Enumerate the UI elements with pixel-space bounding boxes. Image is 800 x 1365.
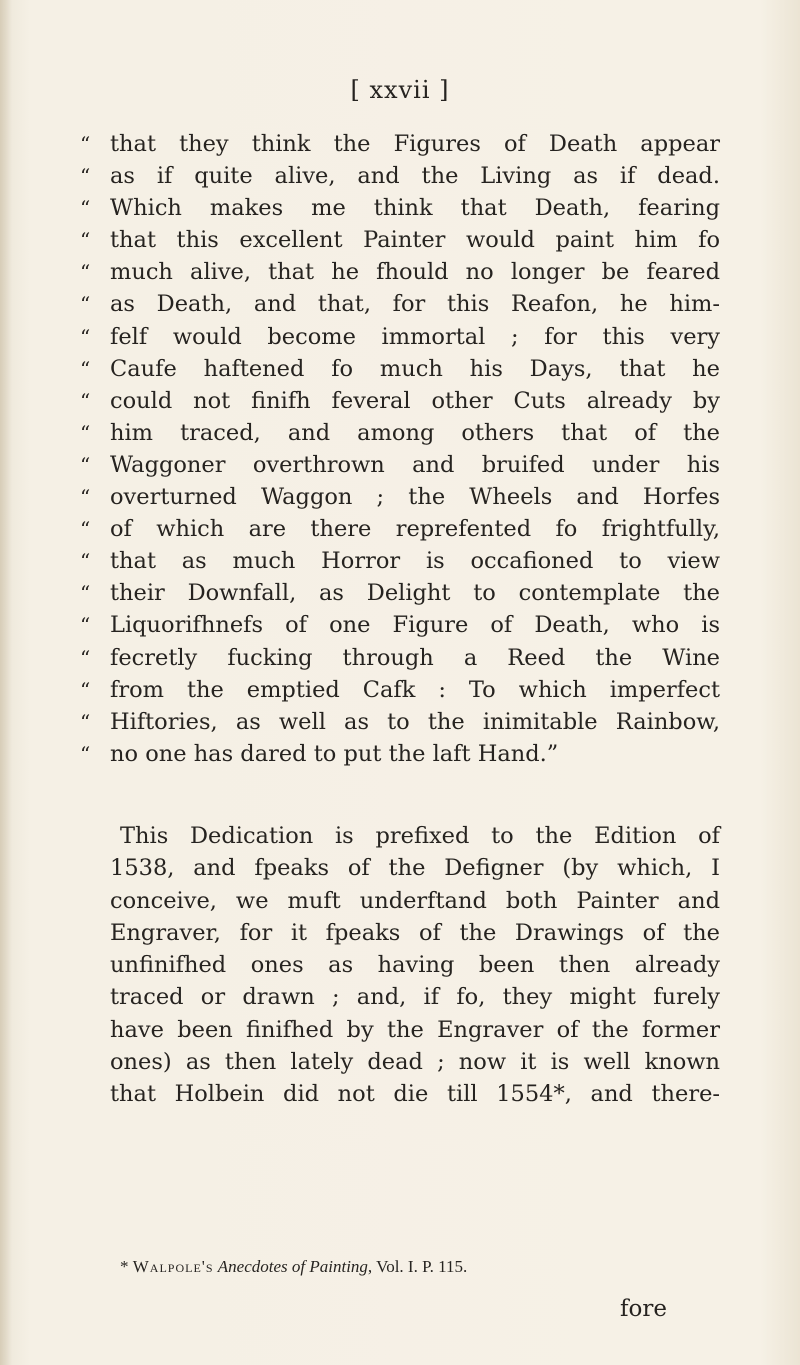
footnote-marker: * xyxy=(120,1257,129,1276)
quote-mark: “ xyxy=(80,356,91,381)
quote-mark: “ xyxy=(80,741,91,766)
quote-mark: “ xyxy=(80,420,91,445)
quote-line: “ that this excellent Painter would paint him fo xyxy=(80,224,720,256)
quote-line: “ their Downfall, as Delight to contemplate the xyxy=(80,577,720,609)
paragraph-line: 1538, and fpeaks of the Defigner (by which, I xyxy=(110,855,720,882)
paragraph-line: that Holbein did not die till 1554*, and there- xyxy=(110,1081,720,1108)
quote-line: “ no one has dared to put the laft Hand.” xyxy=(80,738,720,770)
quote-line: “ could not finifh feveral other Cuts already by xyxy=(80,385,720,417)
quote-mark: “ xyxy=(80,517,91,542)
quote-line: “ Caufe haftened fo much his Days, that he xyxy=(80,353,720,385)
paragraph-line: traced or drawn ; and, if fo, they might furely xyxy=(110,984,720,1011)
quote-line: “ Hiftories, as well as to the inimitable Rainbow, xyxy=(80,706,720,738)
paragraph-line: unfinifhed ones as having been then already xyxy=(110,952,720,979)
quote-line: “ felf would become immortal ; for this very xyxy=(80,321,720,353)
quote-line: “ as Death, and that, for this Reafon, he him- xyxy=(80,288,720,320)
quote-mark: “ xyxy=(80,196,91,221)
quote-line: “ as if quite alive, and the Living as if dead. xyxy=(80,160,720,192)
quote-mark: “ xyxy=(80,549,91,574)
quotation-block xyxy=(80,128,720,770)
paragraph-line: have been finifhed by the Engraver of the former xyxy=(110,1016,720,1043)
quote-line: “ that they think the Figures of Death appear xyxy=(80,128,720,160)
quote-mark: “ xyxy=(80,228,91,253)
quote-line: “ from the emptied Cafk : To which imperfect xyxy=(80,674,720,706)
footnote xyxy=(120,1257,720,1277)
quote-mark: “ xyxy=(80,292,91,317)
catchword: fore xyxy=(620,1296,667,1322)
footnote-title: Anecdotes of Painting xyxy=(217,1257,368,1276)
quote-mark: “ xyxy=(80,613,91,638)
quote-line: “ Liquorifhnefs of one Figure of Death, who is xyxy=(80,609,720,641)
paragraph-line: ones) as then lately dead ; now it is well known xyxy=(110,1049,720,1076)
quote-line: “ that as much Horror is occafioned to view xyxy=(80,545,720,577)
paragraph-line: This Dedication is prefixed to the Edition of xyxy=(120,823,720,849)
paragraph-line: conceive, we muft underftand both Painter and xyxy=(110,887,720,914)
page-number-header: [ xxvii ] xyxy=(350,76,450,104)
quote-line: “ much alive, that he fhould no longer be feared xyxy=(80,256,720,288)
quote-mark: “ xyxy=(80,677,91,702)
quote-line: “ of which are there reprefented fo frightfully, xyxy=(80,513,720,545)
quote-mark: “ xyxy=(80,324,91,349)
quote-line: “ overturned Waggon ; the Wheels and Horfes xyxy=(80,481,720,513)
quote-mark: “ xyxy=(80,388,91,413)
quote-mark: “ xyxy=(80,260,91,285)
quote-mark: “ xyxy=(80,452,91,477)
quote-line: “ fecretly fucking through a Reed the Wine xyxy=(80,642,720,674)
paragraph-line: Engraver, for it fpeaks of the Drawings of the xyxy=(110,919,720,946)
quote-line: “ Which makes me think that Death, fearing xyxy=(80,192,720,224)
quote-line: “ Waggoner overthrown and bruifed under his xyxy=(80,449,720,481)
footnote-author: Walpole's xyxy=(132,1257,214,1276)
quote-mark: “ xyxy=(80,164,91,189)
quote-mark: “ xyxy=(80,581,91,606)
quote-mark: “ xyxy=(80,709,91,734)
quote-line: “ him traced, and among others that of the xyxy=(80,417,720,449)
footnote-reference: , Vol. I. P. 115. xyxy=(367,1257,468,1276)
quote-mark: “ xyxy=(80,132,91,156)
body-paragraph xyxy=(110,820,720,1111)
quote-mark: “ xyxy=(80,485,91,510)
page-edge-shadow xyxy=(0,0,12,1365)
quote-mark: “ xyxy=(80,645,91,670)
